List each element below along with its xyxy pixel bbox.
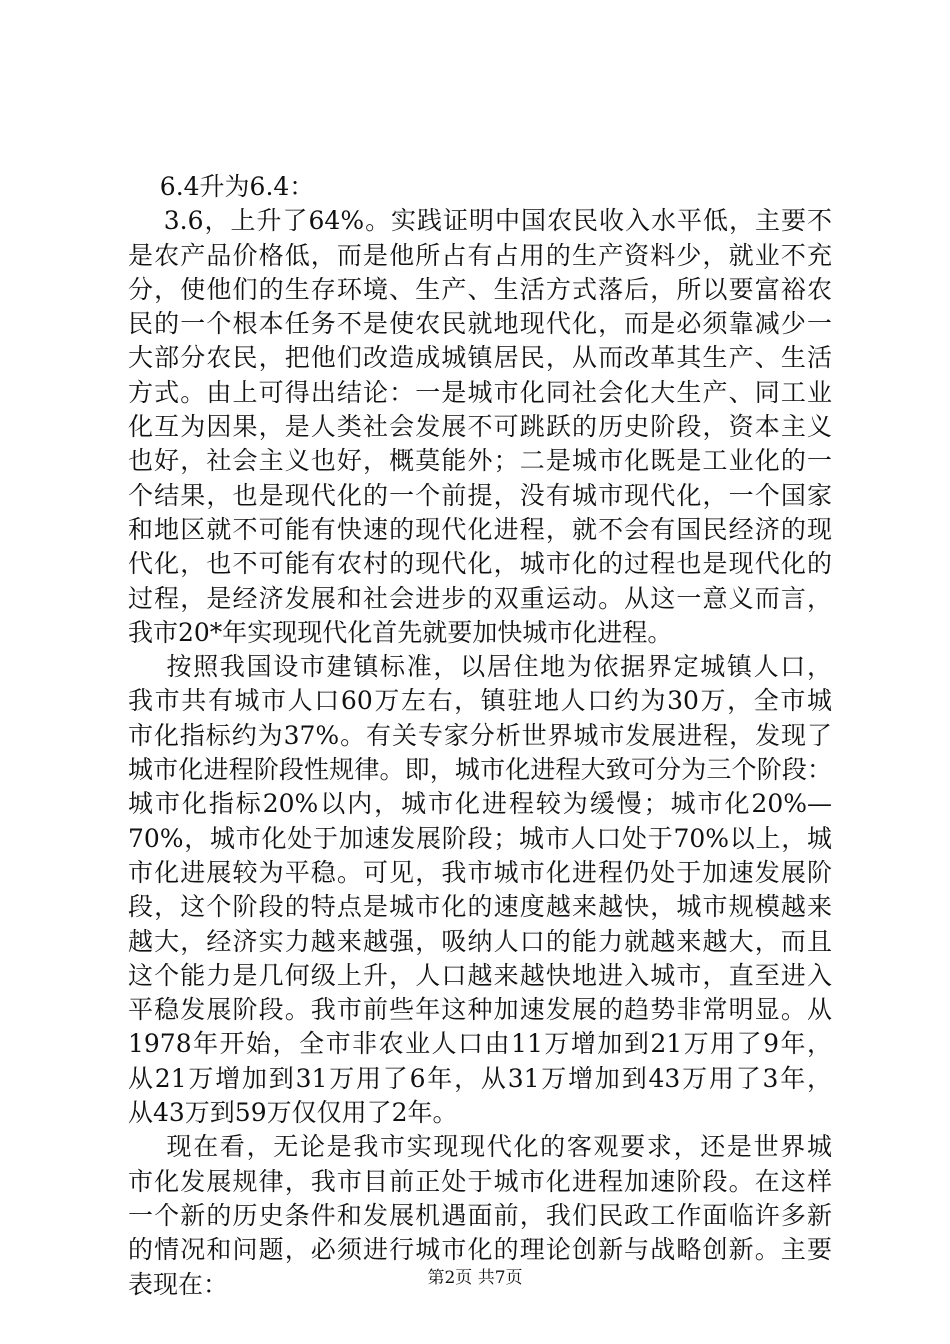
text-line: 6.4升为6.4： — [128, 172, 315, 201]
text-line: 是农产品价格低，而是他所占有占用的生产资料少，就业不充 — [128, 240, 832, 270]
text-line: 过程，是经济发展和社会进步的双重运动。从这一意义而言， — [128, 583, 832, 613]
text-line: 表现在： — [128, 1269, 229, 1299]
text-line: 平稳发展阶段。我市前些年这种加速发展的趋势非常明显。从 — [128, 995, 832, 1025]
text-line: 从43万到59万仅仅用了2年。 — [128, 1098, 458, 1128]
text-line: 大部分农民，把他们改造成城镇居民，从而改革其生产、生活 — [128, 343, 832, 373]
text-line: 城市化进程阶段性规律。即，城市化进程大致可分为三个阶段： — [128, 755, 832, 785]
text-line: 70%，城市化处于加速发展阶段；城市人口处于70%以上，城 — [128, 823, 832, 853]
text-line: 我市20*年实现现代化首先就要加快城市化进程。 — [128, 617, 673, 647]
text-line: 方式。由上可得出结论：一是城市化同社会化大生产、同工业 — [128, 377, 832, 407]
text-line: 城市化指标20%以内，城市化进程较为缓慢；城市化20%— — [128, 789, 832, 819]
text-line: 3.6，上升了64%。实践证明中国农民收入水平低，主要不 — [128, 206, 832, 236]
text-line: 段，这个阶段的特点是城市化的速度越来越快，城市规模越来 — [128, 892, 832, 922]
text-line: 越大，经济实力越来越强，吸纳人口的能力就越来越大，而且 — [128, 926, 832, 956]
text-line: 市化进展较为平稳。可见，我市城市化进程仍处于加速发展阶 — [128, 857, 832, 887]
text-line: 1978年开始，全市非农业人口由11万增加到21万用了9年， — [128, 1029, 832, 1059]
text-line: 民的一个根本任务不是使农民就地现代化，而是必须靠减少一 — [128, 309, 832, 339]
text-line: 市化指标约为37%。有关专家分析世界城市发展进程，发现了 — [128, 720, 832, 750]
text-line: 的情况和问题，必须进行城市化的理论创新与战略创新。主要 — [128, 1235, 832, 1265]
text-line: 这个能力是几何级上升，人口越来越快地进入城市，直至进入 — [128, 960, 832, 990]
text-line: 化互为因果，是人类社会发展不可跳跃的历史阶段，资本主义 — [128, 412, 832, 442]
text-line: 一个新的历史条件和发展机遇面前，我们民政工作面临许多新 — [128, 1200, 832, 1230]
text-line: 也好，社会主义也好，概莫能外；二是城市化既是工业化的一 — [128, 446, 832, 476]
text-line: 和地区就不可能有快速的现代化进程，就不会有国民经济的现 — [128, 514, 832, 544]
text-line: 按照我国设市建镇标准，以居住地为依据界定城镇人口， — [128, 652, 832, 682]
text-line: 现在看，无论是我市实现现代化的客观要求，还是世界城 — [128, 1132, 832, 1162]
text-line: 从21万增加到31万用了6年，从31万增加到43万用了3年， — [128, 1063, 832, 1093]
text-line: 我市共有城市人口60万左右，镇驻地人口约为30万，全市城 — [128, 686, 832, 716]
text-line: 代化，也不可能有农村的现代化，城市化的过程也是现代化的 — [128, 549, 832, 579]
text-line: 个结果，也是现代化的一个前提，没有城市现代化，一个国家 — [128, 480, 832, 510]
text-line: 分，使他们的生存环境、生产、生活方式落后，所以要富裕农 — [128, 274, 832, 304]
text-line: 市化发展规律，我市目前正处于城市化进程加速阶段。在这样 — [128, 1166, 832, 1196]
page-footer: 第2页 共7页 — [427, 1268, 523, 1288]
body-text — [128, 170, 832, 1302]
